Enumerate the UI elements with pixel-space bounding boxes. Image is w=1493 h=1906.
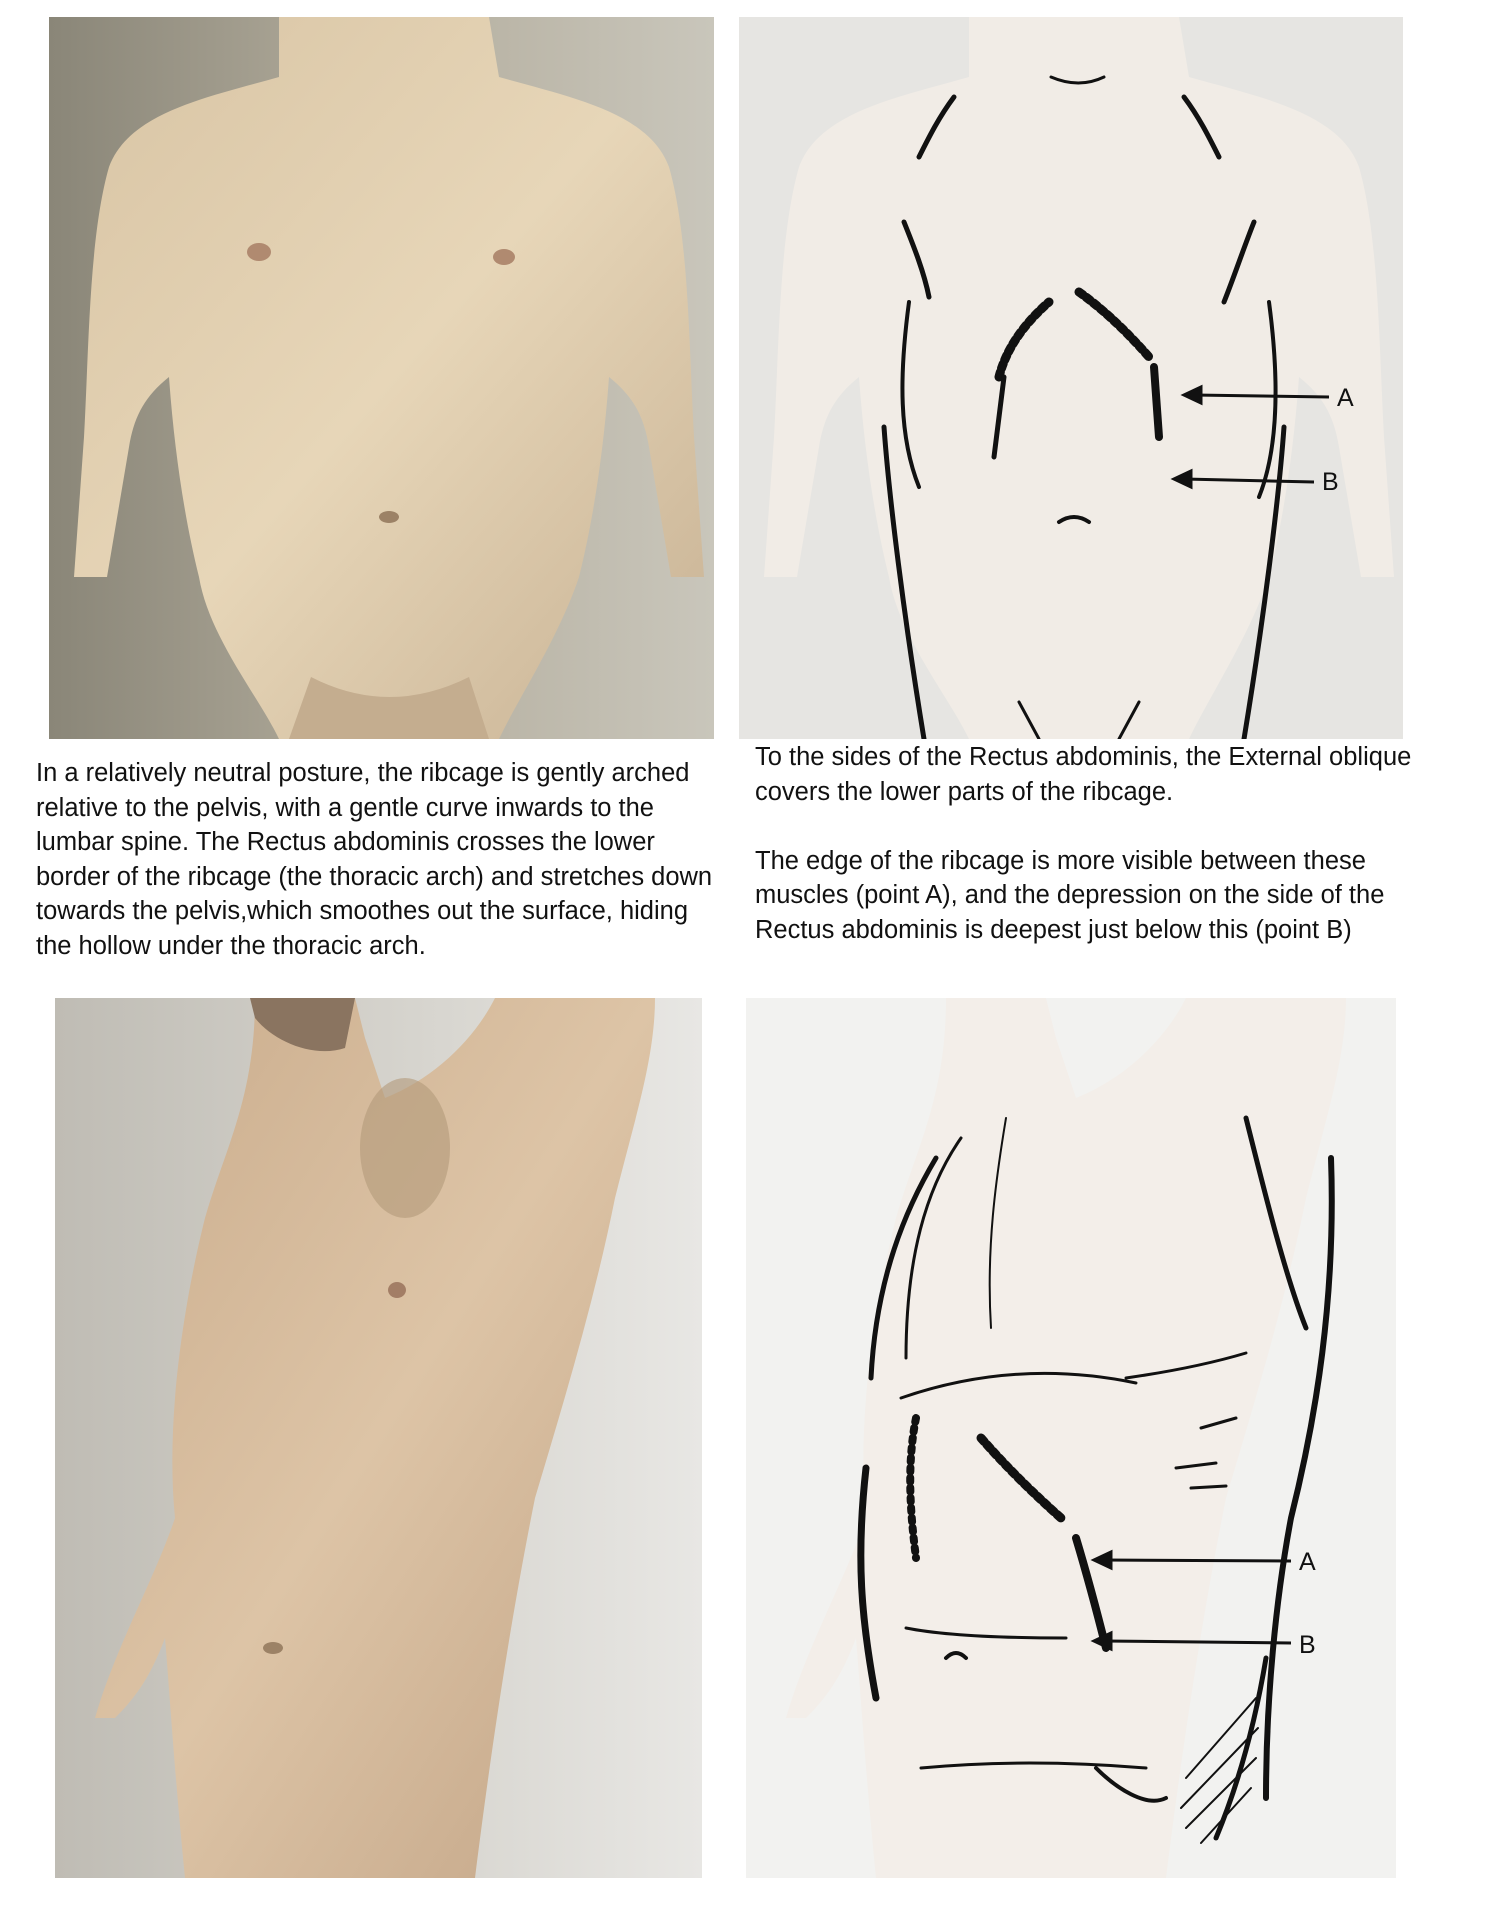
caption-paragraph-1: To the sides of the Rectus abdominis, the External oblique covers the lower parts of the ribcage.	[755, 743, 1412, 806]
front-torso-photo	[49, 17, 714, 739]
front-torso-annotated-drawing	[739, 17, 1403, 739]
caption-paragraph-2: The edge of the ribcage is more visible between these muscles (point A), and the depression on the side of the Rectus abdominis is deepest just below this (point B)	[755, 846, 1385, 944]
raised-arm-annotated-drawing	[746, 998, 1396, 1878]
label-a-front: A	[1337, 384, 1354, 412]
caption-external-oblique	[755, 740, 1455, 947]
label-b-front: B	[1322, 468, 1339, 496]
caption-neutral-posture: In a relatively neutral posture, the ribcage is gently arched relative to the pelvis, with a gentle curve inwards to the lumbar spine. The Rectus abdominis crosses the lower border of the ribcage (the thoracic arch) and stretches down towards the pelvis,which smoothes out the surface, hiding the hollow under the thoracic arch.	[36, 759, 713, 960]
raised-arm-torso-photo	[55, 998, 702, 1878]
label-b-side: B	[1299, 1631, 1316, 1659]
label-a-side: A	[1299, 1548, 1316, 1576]
